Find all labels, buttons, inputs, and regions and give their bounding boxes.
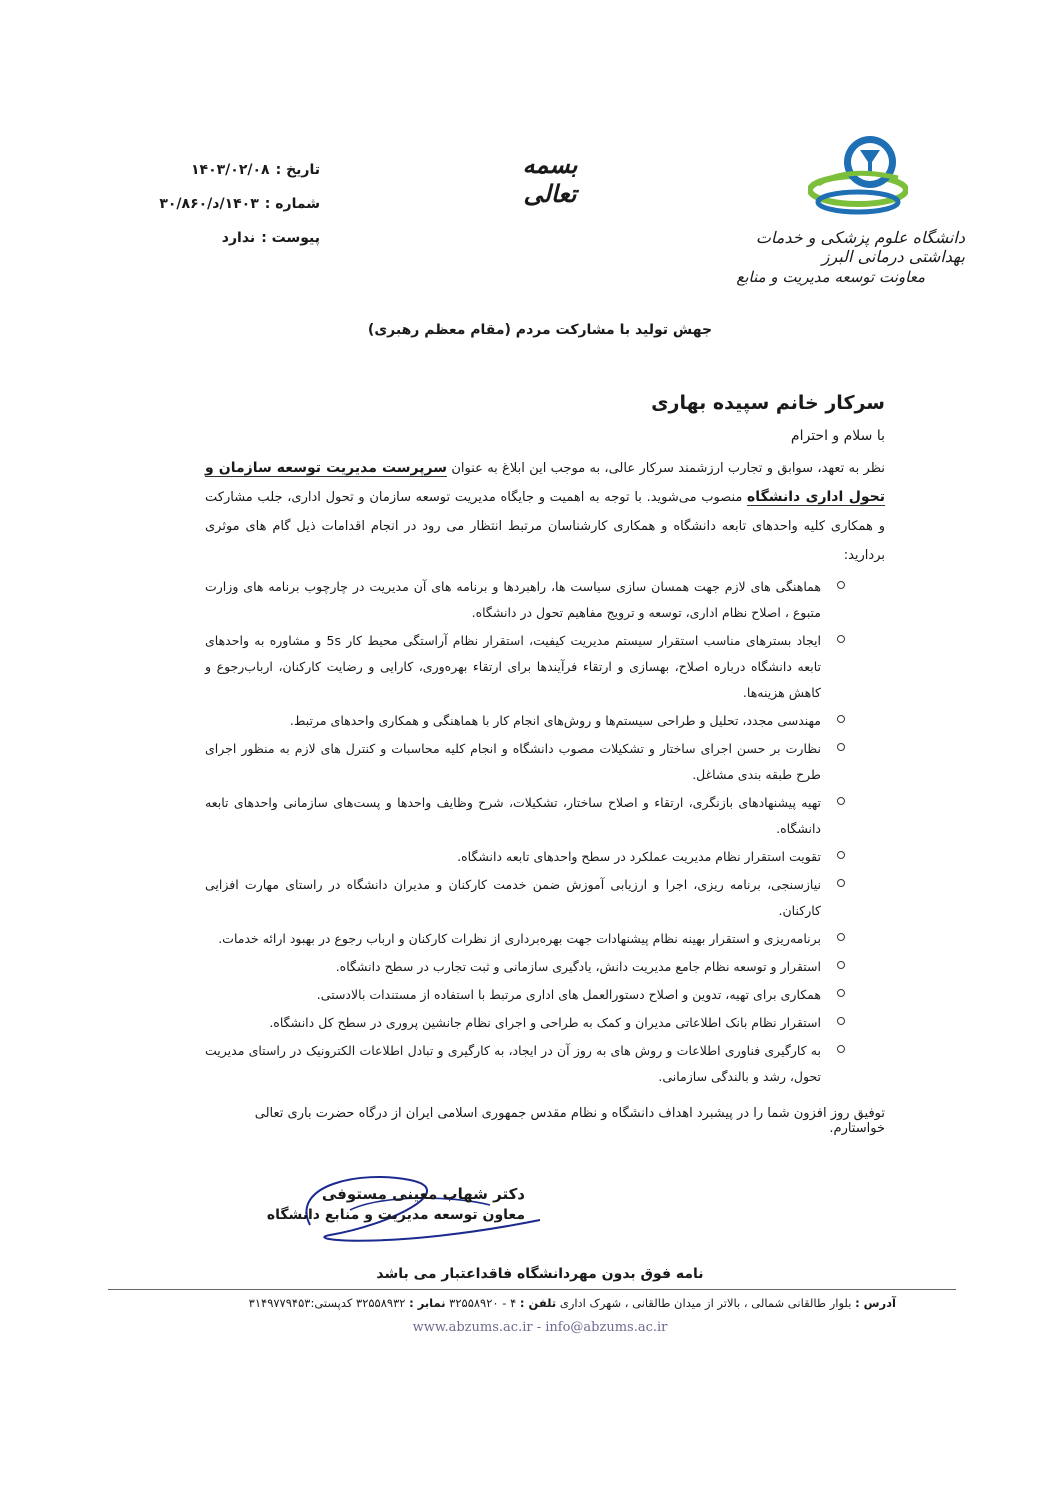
letter-body (205, 392, 885, 1136)
phone-label: تلفن : (519, 1296, 557, 1310)
deputy-office-name: معاونت توسعه مدیریت و منابع (736, 268, 925, 286)
list-item-text: ایجاد بسترهای مناسب استقرار سیستم مدیریت کیفیت، استقرار نظام آراستگی محیط کار 5s و مشاوره به واحدهای تابعه دانشگاه درباره اصلاح، بهسازی و ارتقاء فرآیندها برای ارتقاء بهره‌وری، کارایی و رضایت کارکنان، ارباب‌رجوع و کاهش هزینه‌ها. (205, 633, 821, 700)
list-item (205, 926, 885, 952)
greeting: با سلام و احترام (790, 428, 885, 444)
bullet-icon (837, 635, 845, 643)
list-item-text: استقرار و توسعه نظام جامع مدیریت دانش، یادگیری سازمانی و ثبت تجارب در سطح دانشگاه. (335, 959, 821, 974)
university-name: دانشگاه علوم پزشکی و خدمات بهداشتی درمانی البرز (755, 228, 965, 266)
bullet-icon (837, 879, 845, 887)
list-item (205, 708, 885, 734)
postal-code: کدپستی:۳۱۴۹۷۷۹۴۵۳ (248, 1296, 353, 1310)
list-item (205, 954, 885, 980)
recipient: سرکار خانم سپیده بهاری (651, 392, 885, 414)
address-text: بلوار طالقانی شمالی ، بالاتر از میدان طالقانی ، شهرک اداری (559, 1296, 852, 1310)
footer-divider (108, 1289, 956, 1290)
list-item (205, 982, 885, 1008)
list-item-text: استقرار نظام بانک اطلاعاتی مدیران و کمک به طراحی و اجرای نظام جانشین پروری در سطح کل دانشگاه. (269, 1015, 821, 1030)
bullet-icon (837, 797, 845, 805)
meta-date-label: تاریخ : (275, 162, 320, 178)
signatory-title: معاون توسعه مدیریت و منابع دانشگاه (266, 1207, 525, 1223)
letter-meta (140, 162, 320, 264)
list-item (205, 1010, 885, 1036)
meta-number (140, 196, 320, 230)
bullet-icon (837, 933, 845, 941)
bullet-icon (837, 715, 845, 723)
bullet-icon (837, 961, 845, 969)
list-item-text: نظارت بر حسن اجرای ساختار و تشکیلات مصوب دانشگاه و انجام کلیه محاسبات و کنترل های لازم به منظور اجرای طرح طبقه بندی مشاغل. (205, 741, 821, 782)
list-item (205, 736, 885, 788)
meta-number-label: شماره : (264, 196, 320, 212)
list-item-text: هماهنگی های لازم جهت همسان سازی سیاست ها، راهبردها و برنامه های آن مدیریت در چارچوب برنامه های وزارت متبوع ، اصلاح نظام اداری، توسعه و ترویج مفاهیم تحول در دانشگاه. (205, 579, 821, 620)
intro-text-2: منصوب می‌شوید. با توجه به اهمیت و جایگاه مدیریت توسعه سازمان و تحول اداری، جلب مشارکت و همکاری کلیه واحدهای تابعه دانشگاه و همکاری کارشناسان مرتبط انتظار می رود در انجام اقدامات ذیل گام های موثری بردارید: (205, 490, 885, 563)
closing-sentence: توفیق روز افزون شما را در پیشبرد اهداف دانشگاه و نظام مقدس جمهوری اسلامی ایران از درگاه حضرت باری تعالی خواستارم. (254, 1106, 885, 1136)
phone-number: ۴ - ۳۲۵۵۸۹۲۰ (449, 1296, 517, 1310)
list-item-text: همکاری برای تهیه، تدوین و اصلاح دستورالعمل های اداری مرتبط با استفاده از مستندات بالادستی. (316, 987, 821, 1002)
meta-attachment (140, 230, 320, 264)
fax-label: نمابر : (409, 1296, 446, 1310)
bullet-icon (837, 989, 845, 997)
list-item (205, 844, 885, 870)
signatory-name: دکتر شهاب معینی مستوفی (321, 1185, 525, 1203)
bullet-icon (837, 1045, 845, 1053)
list-item (205, 790, 885, 842)
list-item (205, 574, 885, 626)
list-item-text: تهیه پیشنهادهای بازنگری، ارتقاء و اصلاح ساختار، تشکیلات، شرح وظایف واحدها و پست‌های سازمانی واحدهای تابعه دانشگاه. (205, 795, 821, 836)
footer-web-contact: www.abzums.ac.ir - info@abzums.ac.ir (412, 1320, 668, 1335)
duties-list (205, 574, 885, 1090)
appointed-position: سرپرست مدیریت توسعه سازمان و تحول اداری دانشگاه (205, 460, 885, 505)
list-item-text: برنامه‌ریزی و استقرار بهینه نظام پیشنهادات جهت بهره‌برداری از نظرات کارکنان و ارباب رجوع در بهبود ارائه خدمات. (218, 931, 821, 946)
meta-attachment-label: پیوست : (261, 230, 320, 246)
bullet-icon (837, 851, 845, 859)
bullet-icon (837, 743, 845, 751)
list-item-text: تقویت استقرار نظام مدیریت عملکرد در سطح واحدهای تابعه دانشگاه. (457, 849, 821, 864)
basmala: بسمه تعالی (522, 150, 578, 208)
signature-block (265, 1185, 525, 1223)
year-motto: جهش تولید با مشارکت مردم (مقام معظم رهبری) (367, 322, 713, 338)
list-item-text: مهندسی مجدد، تحلیل و طراحی سیستم‌ها و روش‌های انجام کار با هماهنگی و همکاری واحدهای مرتبط. (289, 713, 821, 728)
list-item (205, 628, 885, 706)
list-item (205, 1038, 885, 1090)
bullet-icon (837, 581, 845, 589)
list-item-text: نیازسنجی، برنامه ریزی، اجرا و ارزیابی آموزش ضمن خدمت کارکنان و مدیران دانشگاه در راستای مهارت افزایی کارکنان. (205, 877, 821, 918)
list-item (205, 872, 885, 924)
university-logo-icon (808, 132, 908, 224)
intro-paragraph (205, 454, 885, 570)
list-item-text: به کارگیری فناوری اطلاعات و روش های به روز آن در ایجاد، به کارگیری و تبادل اطلاعات الکترونیک در راستای مدیریت تحول، رشد و بالندگی سازمانی. (205, 1043, 821, 1084)
footer-address (150, 1296, 896, 1310)
fax-number: ۳۲۵۵۸۹۳۲ (356, 1296, 406, 1310)
bullet-icon (837, 1017, 845, 1025)
meta-attachment-value: ندارد (221, 230, 256, 246)
meta-date (140, 162, 320, 196)
intro-text-1: نظر به تعهد، سوابق و تجارب ارزشمند سرکار عالی، به موجب این ابلاغ به عنوان (451, 461, 885, 476)
meta-number-value: ۱۴۰۳/د/۳۰/۸۶۰ (159, 196, 259, 212)
validity-notice: نامه فوق بدون مهردانشگاه فاقداعتبار می باشد (376, 1266, 704, 1282)
meta-date-value: ۱۴۰۳/۰۲/۰۸ (191, 162, 270, 178)
address-label: آدرس : (855, 1296, 896, 1310)
